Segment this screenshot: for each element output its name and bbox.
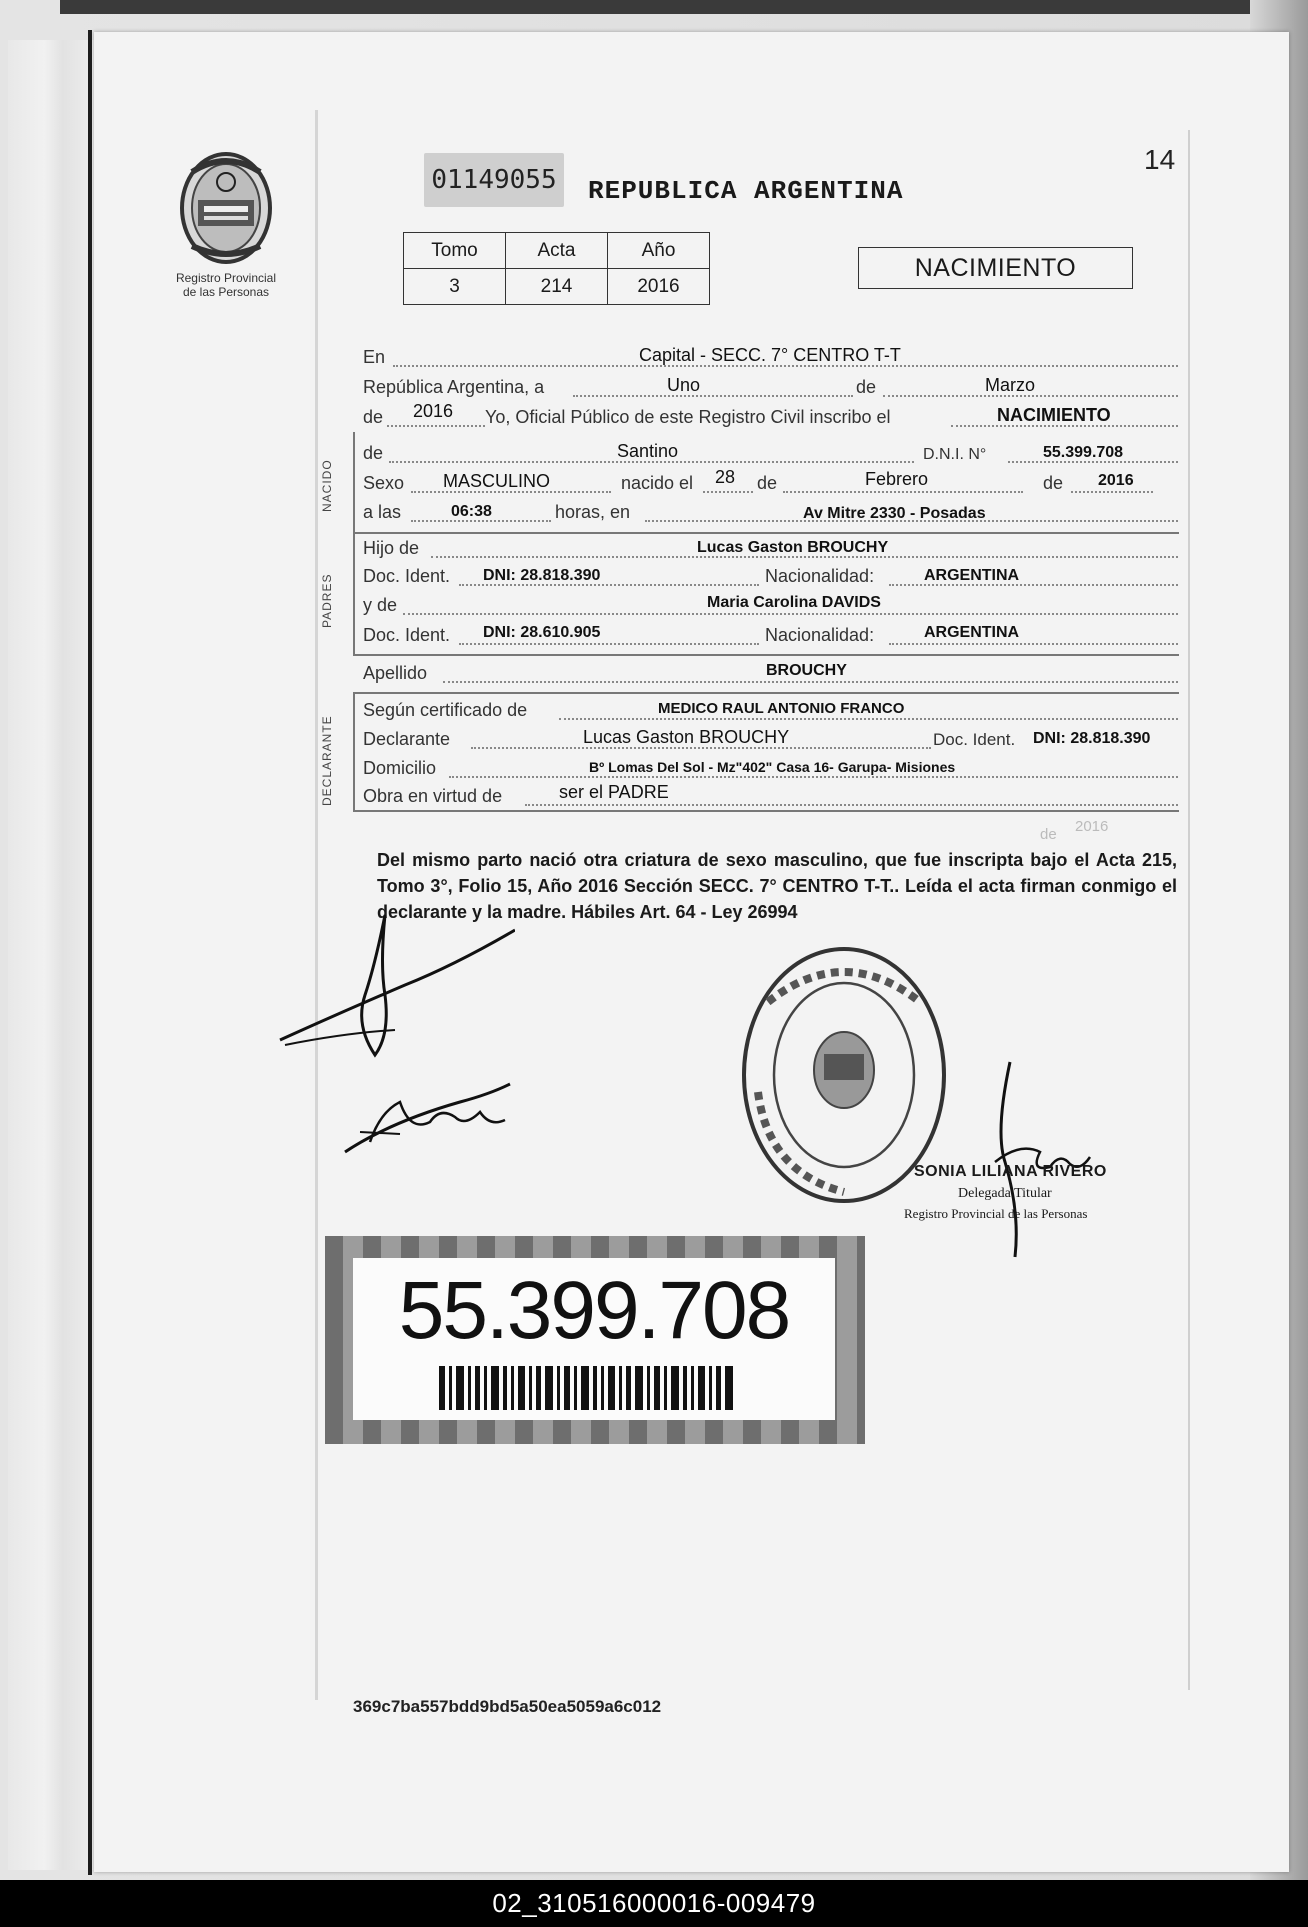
section-label-padres: PADRES [320,573,334,628]
value-birth-place: Av Mitre 2330 - Posadas [803,505,986,522]
dni-sticker-number: 55.399.708 [398,1265,790,1356]
section-label-declarante: DECLARANTE [320,715,334,806]
label-obra: Obra en virtud de [363,786,503,806]
value-certificado: MEDICO RAUL ANTONIO FRANCO [658,700,905,717]
document-page [94,32,1289,1872]
section-label-nacido: NACIDO [320,459,334,512]
value-sexo: MASCULINO [443,471,551,491]
label-horas-en: horas, en [555,502,631,522]
sheet-stack [8,40,100,1870]
value-mother-nationality: ARGENTINA [924,624,1020,641]
observations-text: Del mismo parto nació otra criatura de sexo masculino, que fue inscripta bajo el Acta 215, Tomo 3°, Folio 15, Año 2016 Sección SECC. 7° CENTRO T-T.. Leída el acta firman conmigo el declarante y la madre. Hábiles Art. 64 - Ley 26994 [377,850,1177,922]
registry-value-tomo: 3 [404,269,506,305]
registry-header-ano: Año [608,233,710,269]
value-time: 06:38 [451,503,492,520]
bleed-through-mark: 2016 [1075,818,1109,835]
label-father-doc: Doc. Ident. [363,566,451,586]
label-de-birth-month: de [757,473,778,493]
section-divider [353,692,1179,694]
value-event: NACIMIENTO [997,405,1111,425]
label-a-las: a las [363,502,402,522]
signature-madre [340,1072,515,1164]
label-sexo: Sexo [363,473,405,493]
label-domicilio: Domicilio [363,758,437,778]
row-declarante [363,726,1178,752]
value-year: 2016 [413,401,454,421]
official-office: Registro Provincial de las Personas [904,1206,1088,1221]
signature-declarante [275,905,515,1065]
label-certificado: Según certificado de [363,700,528,720]
label-de-year: de [363,407,384,427]
label-y-de: y de [363,595,398,615]
label-hijo-de: Hijo de [363,538,420,558]
value-declarante-name: Lucas Gaston BROUCHY [583,727,790,747]
value-birth-month: Febrero [865,469,929,489]
provincial-seal-logo [176,148,276,266]
row-date [363,374,1178,400]
official-name: SONIA LILIANA RIVERO [914,1163,1107,1180]
dotted-line [387,425,485,427]
label-declarante-doc: Doc. Ident. [933,730,1016,749]
label-en: En [363,347,386,367]
dotted-line [573,395,853,397]
value-mother-doc: DNI: 28.610.905 [483,624,601,641]
section-rule-declarante [353,694,355,810]
binder-top-edge [60,0,1250,14]
label-de-name: de [363,443,384,463]
row-domicilio [363,755,1178,781]
dotted-line [559,718,1178,720]
row-nacido-sex-date [363,467,1178,496]
section-divider [353,532,1179,534]
image-caption: 02_310516000016-009479 [0,1880,1308,1927]
row-year-event [363,401,1178,430]
label-nacido-el: nacido el [621,473,694,493]
registry-table [403,232,710,305]
value-domicilio: Bº Lomas Del Sol - Mz"402" Casa 16- Garupa- Misiones [589,759,956,775]
value-birth-year: 2016 [1098,472,1134,489]
value-father-name: Lucas Gaston BROUCHY [697,539,889,556]
value-day: Uno [667,375,701,395]
text-oficial: Yo, Oficial Público de este Registro Civil inscribo el [485,407,891,427]
logo-caption-line1: Registro Provincial [175,271,277,285]
registry-value-acta: 214 [506,269,608,305]
logo-caption-line2: de las Personas [182,285,270,299]
row-apellido [363,660,1178,686]
value-mother-name: Maria Carolina DAVIDS [707,594,881,611]
row-mother-doc [363,622,1178,648]
value-month: Marzo [985,375,1036,395]
dotted-line [783,491,1023,493]
value-child-name: Santino [617,441,679,461]
row-nacido-time-place [363,499,1178,525]
dni-sticker [325,1236,865,1444]
value-location: Capital - SECC. 7° CENTRO T-T [639,345,901,365]
label-father-nationality: Nacionalidad: [765,566,875,586]
label-dni: D.N.I. N° [923,446,987,463]
label-de-month: de [856,377,877,397]
label-declarante: Declarante [363,729,451,749]
section-rule-padres [353,534,355,654]
section-rule-nacido [353,432,355,532]
document-hash: 369c7ba557bdd9bd5a50ea5059a6c012 [353,1697,662,1716]
barcode-icon [439,1366,739,1410]
section-divider [353,654,1179,656]
official-role: Delegada Titular [958,1186,1052,1201]
row-obra [363,783,1178,809]
label-mother-nationality: Nacionalidad: [765,625,875,645]
page-number: 14 [1144,144,1176,175]
row-certificado [363,697,1178,723]
dotted-line [703,491,753,493]
dotted-line [459,643,759,645]
value-declarante-doc: DNI: 28.818.390 [1033,730,1151,747]
dotted-line [1071,491,1153,493]
row-nacido-name [363,440,1178,466]
value-birth-day: 28 [715,467,736,487]
dotted-line [403,613,1178,615]
bleed-through-mark: de [1040,826,1057,843]
label-mother-doc: Doc. Ident. [363,625,451,645]
logo-caption [150,271,302,299]
country-title: REPUBLICA ARGENTINA [588,176,904,206]
registry-header-acta: Acta [506,233,608,269]
label-apellido: Apellido [363,663,428,683]
document-type-box: NACIMIENTO [858,247,1133,289]
value-father-doc: DNI: 28.818.390 [483,567,601,584]
spine-line [88,30,92,1875]
row-mother [363,592,1178,618]
section-divider [353,810,1179,812]
dotted-line [443,681,1178,683]
dotted-line [889,643,1178,645]
dotted-line [449,776,1178,778]
value-obra: ser el PADRE [559,782,669,802]
dotted-line [525,804,1178,806]
label-republica: República Argentina, a [363,377,545,397]
serial-number: 01149055 [424,153,564,207]
value-child-dni: 55.399.708 [1043,444,1124,461]
row-father [363,535,1178,561]
registry-header-tomo: Tomo [404,233,506,269]
row-father-doc [363,563,1178,589]
value-father-nationality: ARGENTINA [924,567,1020,584]
dni-sticker-label [353,1258,835,1420]
registry-value-ano: 2016 [608,269,710,305]
right-margin-line [1188,130,1190,1690]
row-location [363,344,1178,370]
signature-official [990,1052,1100,1262]
value-apellido: BROUCHY [766,662,847,679]
label-de-birth-year: de [1043,473,1064,493]
